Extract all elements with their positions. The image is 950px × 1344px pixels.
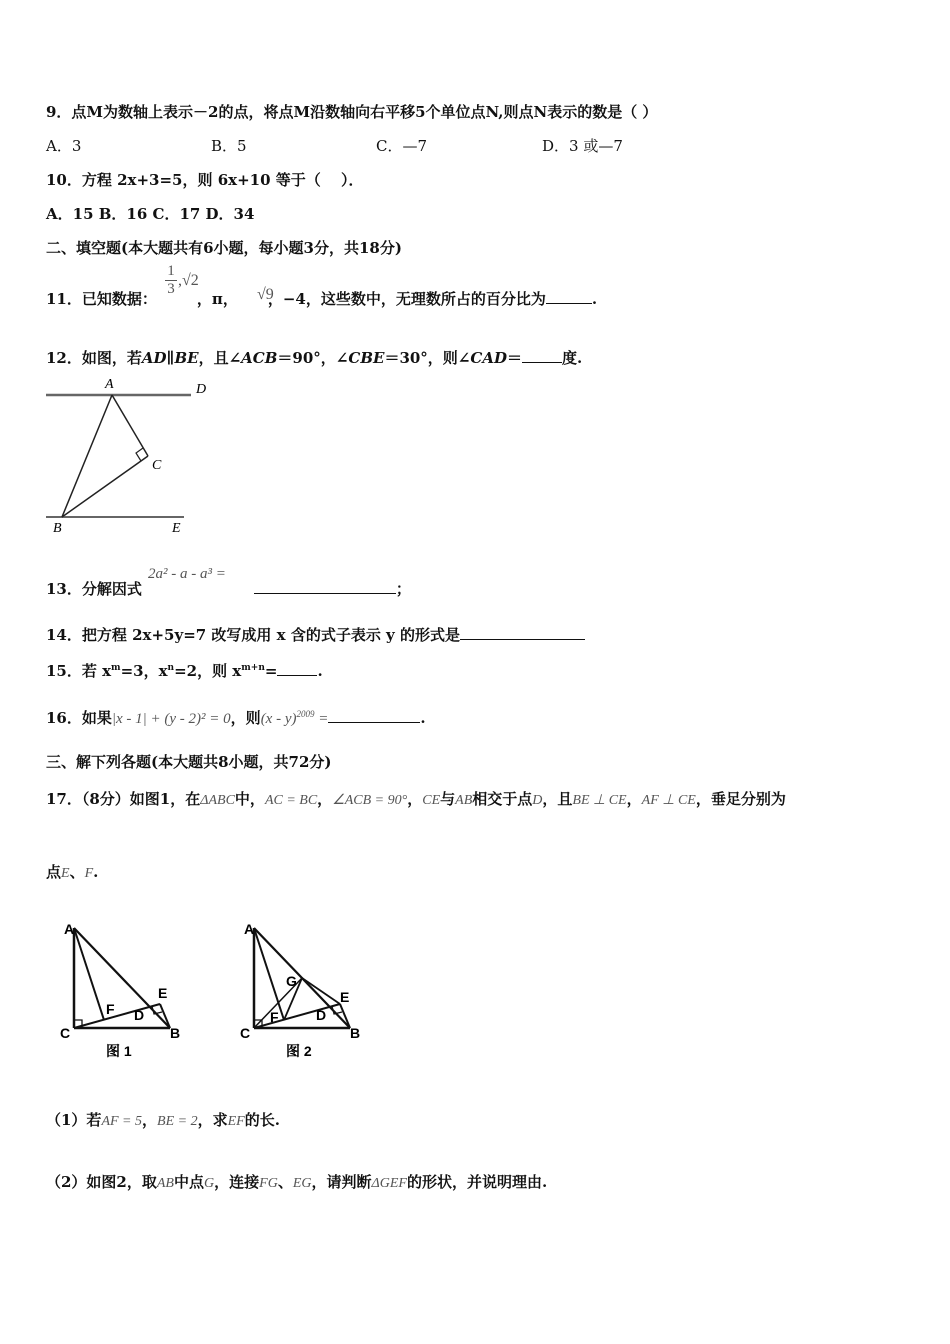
q17-2-dun: 、 (277, 1173, 293, 1191)
q17-figure-2 (236, 914, 376, 1064)
q15-exp-n: n (167, 663, 175, 673)
label-b: B (170, 1025, 181, 1041)
label-f: F (270, 1009, 279, 1025)
q12-mid3: ＝30°，则∠ (384, 349, 471, 367)
q15-mid1: =3，x (120, 662, 168, 680)
q16-equals: = (314, 711, 329, 727)
label-f: F (106, 1001, 115, 1017)
q13-prefix: 13．分解因式 (46, 580, 142, 598)
segment-af (254, 928, 284, 1020)
q12-mid4: ＝ (506, 349, 522, 367)
label-e: E (340, 989, 350, 1005)
q11 (46, 288, 597, 309)
q9-option-c: C．—7 (376, 137, 428, 155)
q12-mid1: ，且∠ (198, 349, 242, 367)
q15-mid2: =2，则 x (174, 662, 242, 680)
label-a: A (244, 921, 255, 937)
label-c: C (152, 458, 162, 473)
q17-line2-prefix: 点 (46, 863, 62, 881)
q11-end: . (591, 290, 598, 308)
q17-triangle-abc: ΔABC (200, 793, 235, 808)
q11-mid: ，π， (196, 290, 238, 308)
q9-stem: 9．点M为数轴上表示－2的点，将点M沿数轴向右平移5个单位点N,则点N表示的数是（ ） (46, 103, 658, 121)
q14-answer-blank (460, 624, 585, 640)
q17-figure-1 (56, 914, 196, 1064)
q17-dun: 、 (69, 863, 85, 881)
q17-af-perp-ce: AF ⊥ CE (641, 793, 696, 808)
q17-2-mid2: ，连接 (214, 1173, 260, 1191)
q15-end: . (317, 662, 323, 680)
segment-ce (74, 1004, 160, 1028)
q12-figure (40, 372, 207, 538)
q17-be-perp-ce: BE ⊥ CE (572, 793, 627, 808)
q10-options: A．15 B．16 C．17 D．34 (46, 205, 255, 223)
q17-point-d: D (532, 793, 543, 808)
label-d: D (134, 1007, 145, 1023)
q16-end: . (420, 709, 426, 727)
q17-2-mid1: 中点 (173, 1173, 204, 1191)
q17-line-1 (46, 789, 786, 811)
q17-1-be-eq-2: BE = 2 (157, 1114, 198, 1129)
q17-ce: CE (422, 793, 441, 808)
q17-1-af-eq-5: AF = 5 (101, 1114, 142, 1129)
segment-ge (302, 978, 340, 1004)
q12-prefix: 12．如图，若 (46, 349, 142, 367)
q11-suffix: ，−4，这些数中，无理数所占的百分比为 (267, 290, 546, 308)
q11-fraction (165, 263, 177, 297)
label-g: G (286, 973, 297, 989)
right-angle-mark-c (136, 448, 143, 461)
q17-1-end: 的长. (244, 1111, 280, 1129)
q15-exp-mn: m+n (241, 663, 265, 673)
label-c: C (60, 1025, 71, 1041)
q17-angle-acb: ∠ACB = 90° (332, 793, 408, 808)
q12-angle-acb: ACB (241, 349, 278, 367)
q17-1-prefix: （1）若 (46, 1111, 102, 1129)
q17-end2: . (93, 863, 99, 881)
q14 (46, 624, 585, 645)
q12-angle-cbe: CBE (348, 349, 385, 367)
label-d: D (316, 1007, 327, 1023)
label-e: E (158, 985, 168, 1001)
segment-eb (340, 1004, 350, 1028)
q17-2-point-g: G (204, 1176, 215, 1191)
q17-sep1: ， (317, 790, 333, 808)
q11-sqrt9: √9 (257, 286, 274, 303)
q15-prefix: 15．若 x (46, 662, 112, 680)
q17-1-mid: ，求 (197, 1111, 228, 1129)
q17-ac-eq-bc: AC = BC (264, 793, 318, 808)
q15 (46, 658, 323, 681)
q13-expression: 2a² - a - a³ = (148, 566, 226, 582)
q12-angle-cad: CAD (470, 349, 507, 367)
label-c: C (240, 1025, 251, 1041)
q17-sep2: ， (407, 790, 423, 808)
q16-mid: ，则 (230, 709, 261, 727)
q17-2-fg: FG (259, 1176, 278, 1191)
q15-answer-blank (277, 660, 317, 676)
fig2-caption: 图 2 (286, 1043, 312, 1059)
q17-sep3: ， (626, 790, 642, 808)
label-b: B (53, 521, 62, 536)
q11-answer-blank (546, 288, 592, 304)
segment-eb (160, 1004, 170, 1028)
q12-mid2: ＝90°，∠ (277, 349, 349, 367)
q17-2-triangle-gef: ΔGEF (371, 1176, 407, 1191)
q11-frac-den: 3 (165, 280, 177, 297)
label-a: A (64, 921, 75, 937)
segment-af (74, 928, 104, 1020)
section-2-heading: 二、填空题(本大题共有6小题，每小题3分，共18分) (46, 239, 402, 257)
q17-line-2 (46, 862, 98, 884)
q17-mid1: 中， (234, 790, 265, 808)
q17-yu: 与 (440, 790, 456, 808)
q17-1-sep: ， (142, 1111, 158, 1129)
q16-expression-2: (x - y) (260, 711, 297, 727)
q17-2-ab: AB (156, 1176, 174, 1191)
q17-2-mid3: ，请判断 (311, 1173, 372, 1191)
q12-suffix: 度. (562, 349, 583, 367)
q13-answer-blank (254, 578, 396, 594)
q11-frac-num: 1 (167, 263, 175, 279)
q13-end: ； (395, 580, 411, 598)
q16-exponent: 2009 (296, 709, 315, 719)
q17-point-e: E (61, 866, 70, 881)
q9-options (46, 136, 623, 156)
fig1-caption: 图 1 (106, 1043, 132, 1059)
segment-ce (254, 1004, 340, 1028)
segment-ac (112, 395, 148, 456)
q17-part-1 (46, 1110, 280, 1132)
q17-point-f: F (84, 866, 94, 881)
q17-1-ef: EF (227, 1114, 245, 1129)
q16-prefix: 16．如果 (46, 709, 112, 727)
q14-text: 14．把方程 2x+5y=7 改写成用 x 含的式子表示 y 的形式是 (46, 626, 460, 644)
q9-option-a: A．3 (46, 137, 82, 155)
q9-option-b: B．5 (211, 137, 247, 155)
label-a: A (105, 377, 114, 392)
q16-answer-blank (328, 707, 420, 723)
q12-ad-parallel-be: AD∥BE (141, 349, 199, 367)
q13 (46, 578, 411, 599)
q11-prefix: 11．已知数据： (46, 290, 157, 308)
q17-end1: ，垂足分别为 (695, 790, 786, 808)
q16 (46, 704, 426, 729)
q15-exp-m: m (111, 663, 121, 673)
q17-2-eg: EG (292, 1176, 312, 1191)
section-3-heading: 三、解下列各题(本大题共8小题，共72分) (46, 753, 332, 771)
q15-mid3: = (264, 662, 278, 680)
q17-part-2 (46, 1172, 547, 1194)
q11-sqrt2: ,√2 (178, 272, 199, 289)
q12-stem (46, 347, 582, 368)
q9-option-d: D．3 或—7 (542, 137, 623, 155)
q17-mid3: ，且 (542, 790, 573, 808)
label-d: D (196, 382, 207, 397)
q17-prefix: 17．（8分）如图1，在 (46, 790, 201, 808)
q17-ab: AB (455, 793, 473, 808)
q17-2-end: 的形状，并说明理由. (406, 1173, 548, 1191)
q12-answer-blank (522, 347, 562, 363)
q10-stem: 10．方程 2x+3=5，则 6x+10 等于（ ）． (46, 171, 364, 189)
label-e: E (172, 521, 181, 536)
q17-mid2: 相交于点 (472, 790, 533, 808)
q16-expression-1: |x - 1| + (y - 2)² = 0 (111, 711, 231, 727)
q17-2-prefix: （2）如图2，取 (46, 1173, 157, 1191)
label-b: B (350, 1025, 361, 1041)
